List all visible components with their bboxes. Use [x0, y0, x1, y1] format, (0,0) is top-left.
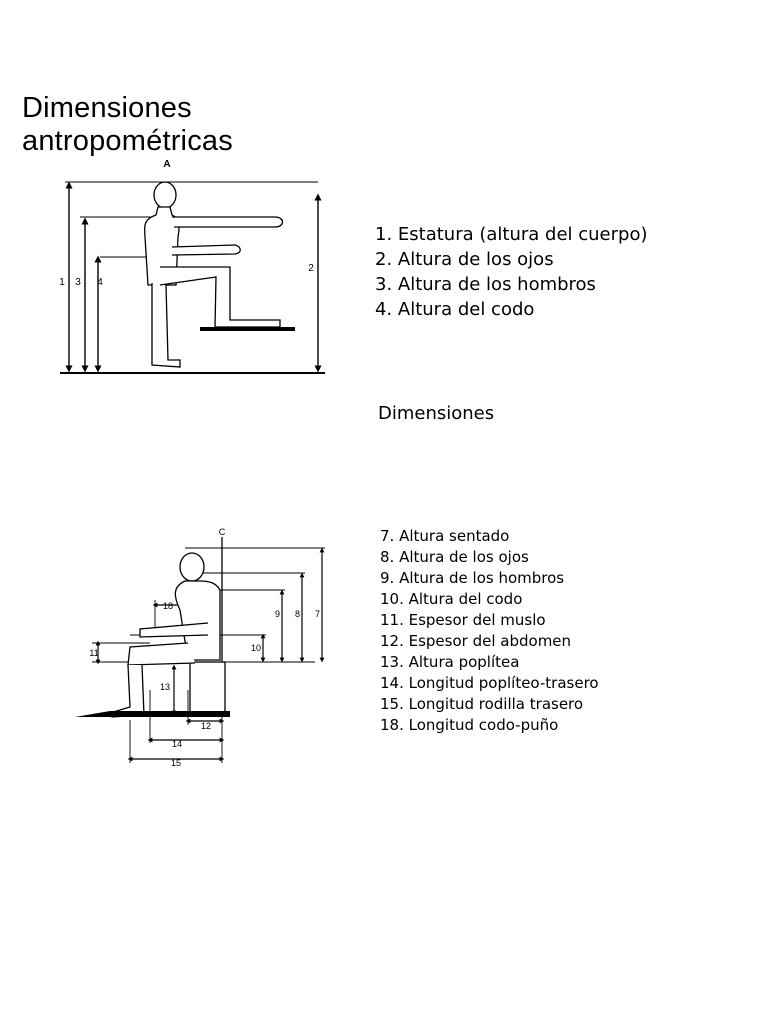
- legend-item: 8. Altura de los ojos: [380, 548, 529, 566]
- legend-item: 12. Espesor del abdomen: [380, 632, 572, 650]
- label-11: 11: [89, 648, 99, 658]
- label-13: 13: [159, 682, 170, 692]
- label-4: 4: [97, 277, 103, 288]
- standing-legend: [375, 222, 715, 322]
- label-9: 9: [274, 609, 280, 619]
- legend-item: 1. Estatura (altura del cuerpo): [375, 224, 648, 245]
- title-line-1: Dimensiones: [22, 92, 192, 124]
- label-14: 14: [171, 739, 183, 749]
- label-10: 10: [250, 643, 261, 653]
- sitting-legend: [380, 526, 720, 736]
- label-18: 18: [162, 601, 174, 611]
- legend-item: 4. Altura del codo: [375, 299, 535, 320]
- cut-off-heading: Dimensiones: [378, 403, 495, 424]
- legend-item: 15. Longitud rodilla trasero: [380, 695, 584, 713]
- legend-item: 9. Altura de los hombros: [380, 569, 565, 587]
- legend-item: 14. Longitud poplíteo-trasero: [380, 674, 599, 692]
- legend-item: 2. Altura de los ojos: [375, 249, 554, 270]
- label-2: 2: [308, 263, 314, 274]
- label-3: 3: [75, 277, 81, 288]
- legend-item: 11. Espesor del muslo: [380, 611, 546, 629]
- label-12: 12: [200, 721, 212, 731]
- label-1: 1: [59, 277, 65, 288]
- legend-item: 7. Altura sentado: [380, 527, 510, 545]
- legend-item: 13. Altura poplítea: [380, 653, 520, 671]
- standing-figure-diagram: [40, 155, 330, 385]
- label-c: C: [218, 527, 226, 537]
- title-line-2: antropométricas: [22, 125, 233, 157]
- label-15: 15: [170, 758, 182, 768]
- label-8: 8: [294, 609, 300, 619]
- page-title: [22, 92, 322, 158]
- legend-item: 3. Altura de los hombros: [375, 274, 596, 295]
- sitting-figure-diagram: [70, 525, 340, 775]
- legend-item: 18. Longitud codo-puño: [380, 716, 559, 734]
- label-7: 7: [314, 609, 320, 619]
- legend-item: 10. Altura del codo: [380, 590, 523, 608]
- label-a: A: [163, 159, 171, 170]
